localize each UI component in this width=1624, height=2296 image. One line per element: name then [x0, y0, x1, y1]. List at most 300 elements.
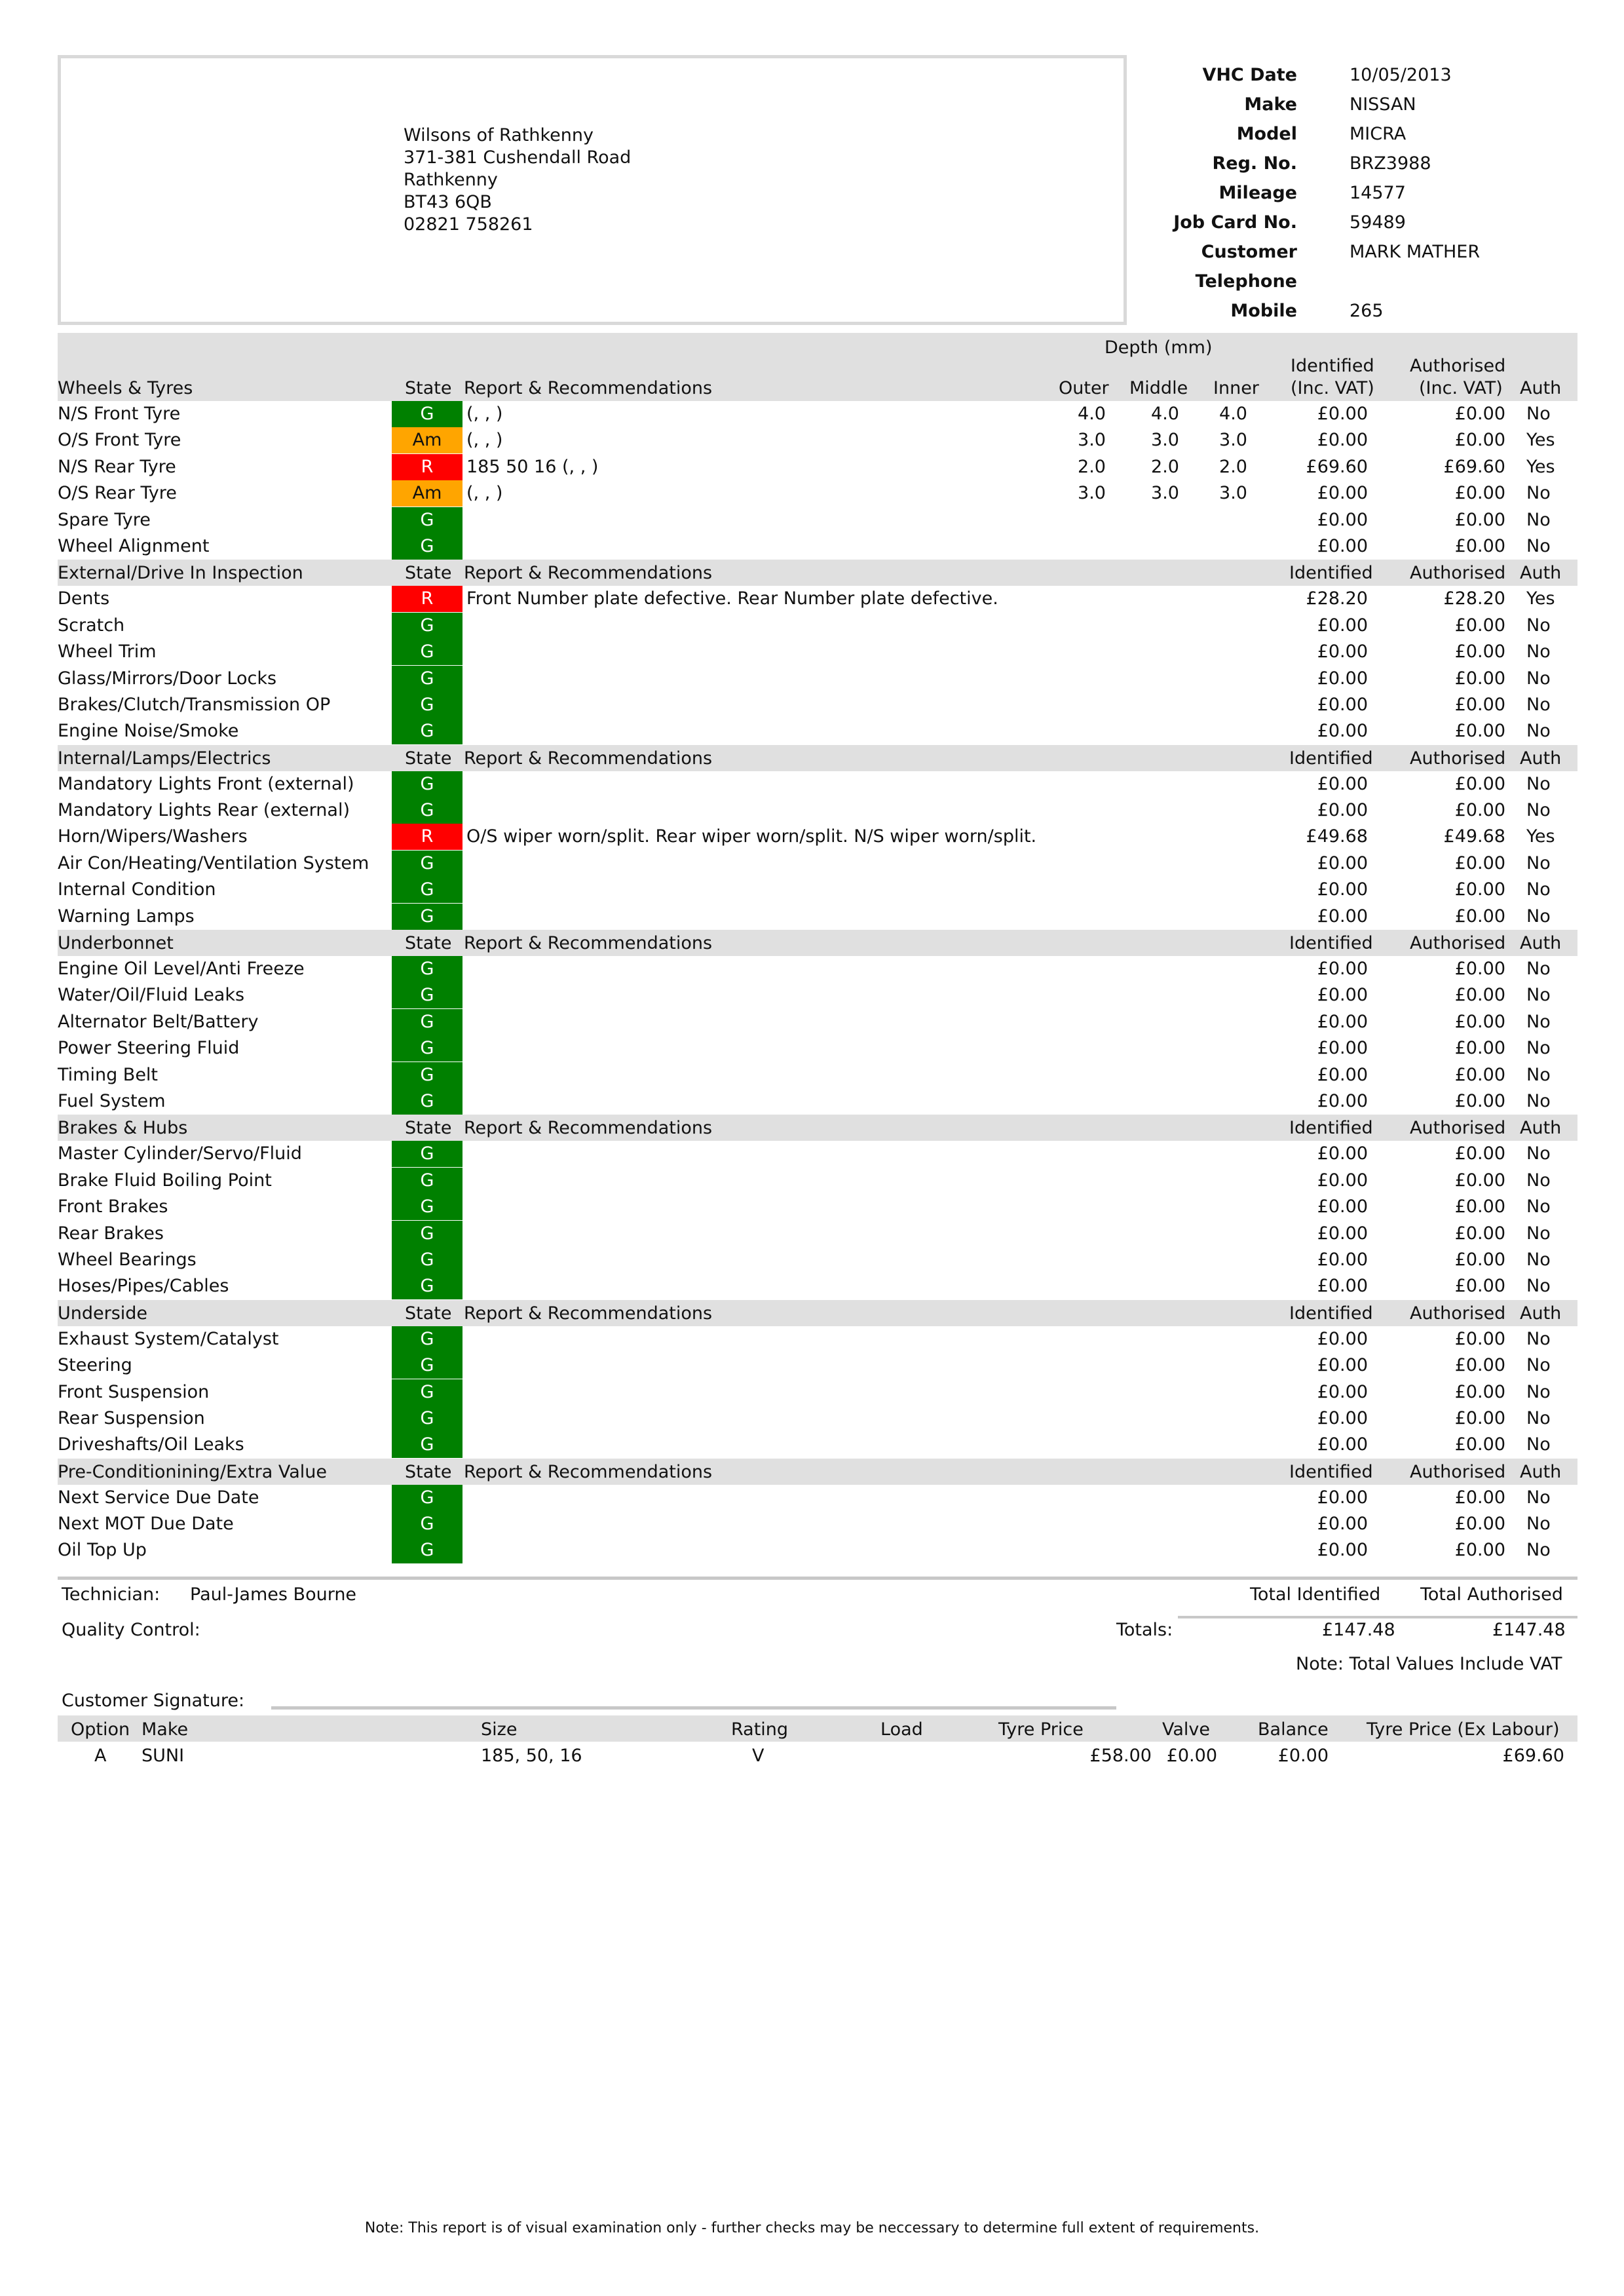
item-name: Wheel Bearings	[58, 1249, 197, 1270]
item-name: Brakes/Clutch/Transmission OP	[58, 694, 331, 715]
identified-value: £0.00	[1317, 1355, 1368, 1376]
authorised-value: £0.00	[1454, 1196, 1505, 1217]
col-identified-header: Identified	[1289, 563, 1373, 584]
state-badge: G	[392, 1379, 463, 1406]
state-badge: G	[392, 771, 463, 797]
item-name: Warning Lamps	[58, 906, 195, 927]
inspection-row	[58, 1221, 1577, 1247]
col-authorised-header: Authorised	[1410, 1461, 1506, 1482]
state-badge: G	[392, 982, 463, 1008]
item-name: N/S Front Tyre	[58, 404, 181, 424]
report-footer	[58, 1577, 1577, 1714]
section-header	[58, 1300, 1577, 1326]
auth-value: No	[1526, 483, 1551, 504]
inspection-row	[58, 454, 1577, 480]
identified-value: £0.00	[1317, 1090, 1368, 1111]
authorised-value: £0.00	[1454, 668, 1505, 689]
col-identified-header: Identified	[1291, 356, 1374, 376]
identified-value: £0.00	[1317, 906, 1368, 927]
authorised-value: £0.00	[1454, 1090, 1505, 1111]
auth-value: No	[1526, 1223, 1551, 1244]
col-depth-header: Depth (mm)	[1105, 337, 1213, 358]
technician-label: Technician:	[62, 1584, 161, 1605]
identified-value: £0.00	[1317, 1487, 1368, 1508]
col-authorised-header: Authorised	[1410, 1118, 1506, 1139]
state-badge: G	[392, 1194, 463, 1220]
col-report-header: Report & Recommendations	[464, 933, 713, 954]
tyre-col-rating: Rating	[731, 1719, 789, 1740]
state-badge: Am	[392, 480, 463, 507]
tyre-col-load: Load	[880, 1719, 923, 1740]
col-report-header: Report & Recommendations	[464, 1461, 713, 1482]
inspection-row	[58, 692, 1577, 718]
auth-value: No	[1526, 773, 1551, 794]
identified-value: £0.00	[1317, 852, 1368, 873]
item-report: 185 50 16 (, , )	[466, 456, 599, 477]
col-report-header: Report & Recommendations	[464, 748, 713, 769]
state-badge: G	[392, 1168, 463, 1194]
section-header	[58, 745, 1577, 771]
customer-signature-label: Customer Signature:	[62, 1691, 245, 1711]
col-middle-header: Middle	[1129, 378, 1188, 398]
depth-middle: 4.0	[1151, 404, 1179, 424]
inspection-row	[58, 427, 1577, 453]
authorised-value: £0.00	[1454, 773, 1505, 794]
state-badge: G	[392, 1485, 463, 1511]
inspection-row	[58, 904, 1577, 930]
state-badge: R	[392, 586, 463, 612]
identified-value: £0.00	[1317, 1407, 1368, 1428]
depth-outer: 2.0	[1078, 456, 1106, 477]
authorised-value: £0.00	[1454, 694, 1505, 715]
auth-value: No	[1526, 800, 1551, 821]
vat-note: Note: Total Values Include VAT	[1296, 1654, 1562, 1674]
depth-outer: 3.0	[1078, 483, 1106, 504]
auth-value: No	[1526, 668, 1551, 689]
col-state-header: State	[405, 748, 452, 769]
tyre-option-balance: £0.00	[1277, 1746, 1329, 1766]
vehicle-info-value: 14577	[1350, 183, 1406, 203]
state-badge: G	[392, 507, 463, 533]
auth-value: No	[1526, 535, 1551, 556]
item-name: Spare Tyre	[58, 509, 151, 530]
col-authorised-header: Authorised	[1410, 563, 1506, 584]
section-header	[58, 333, 1577, 401]
auth-value: No	[1526, 852, 1551, 873]
inspection-row	[58, 639, 1577, 665]
auth-value: No	[1526, 404, 1551, 424]
authorised-value: £0.00	[1454, 1540, 1505, 1561]
authorised-value: £0.00	[1454, 1381, 1505, 1402]
item-name: Air Con/Heating/Ventilation System	[58, 852, 369, 873]
state-badge: G	[392, 1273, 463, 1299]
authorised-value: £0.00	[1454, 509, 1505, 530]
authorised-value: £0.00	[1454, 906, 1505, 927]
inspection-row	[58, 956, 1577, 982]
tyre-col-make: Make	[142, 1719, 189, 1740]
item-name: Glass/Mirrors/Door Locks	[58, 668, 277, 689]
vehicle-info-label: Mobile	[1230, 301, 1297, 321]
tyre-options-table	[58, 1715, 1577, 1768]
inspection-row	[58, 1432, 1577, 1458]
report-table	[58, 333, 1577, 1564]
inspection-row	[58, 1352, 1577, 1379]
auth-value: No	[1526, 694, 1551, 715]
item-name: Wheel Alignment	[58, 535, 210, 556]
col-report-header: Report & Recommendations	[464, 563, 713, 584]
section-title: Wheels & Tyres	[58, 378, 193, 398]
auth-value: No	[1526, 1381, 1551, 1402]
section-title: Internal/Lamps/Electrics	[58, 748, 271, 769]
item-report: O/S wiper worn/split. Rear wiper worn/split. N/S wiper worn/split.	[466, 826, 1037, 847]
auth-value: No	[1526, 906, 1551, 927]
inspection-row	[58, 771, 1577, 797]
state-badge: G	[392, 1326, 463, 1352]
disclaimer-note: Note: This report is of visual examination only - further checks may be neccessary to determine full extent of requirements.	[364, 2220, 1260, 2236]
inspection-row	[58, 1406, 1577, 1432]
tyre-option-make: SUNI	[142, 1746, 185, 1766]
authorised-value: £0.00	[1454, 535, 1505, 556]
state-badge: Am	[392, 427, 463, 453]
item-name: Scratch	[58, 615, 125, 636]
item-name: O/S Rear Tyre	[58, 483, 177, 504]
auth-value: Yes	[1526, 456, 1555, 477]
identified-value: £69.60	[1306, 456, 1368, 477]
state-badge: G	[392, 956, 463, 982]
identified-value: £0.00	[1317, 1011, 1368, 1032]
item-report: (, , )	[466, 430, 503, 451]
state-badge: G	[392, 904, 463, 930]
auth-value: No	[1526, 1196, 1551, 1217]
col-state-header: State	[405, 1118, 452, 1139]
state-badge: G	[392, 1062, 463, 1088]
item-name: Mandatory Lights Rear (external)	[58, 800, 350, 821]
inspection-row	[58, 480, 1577, 507]
identified-value: £0.00	[1317, 1196, 1368, 1217]
vehicle-info-value: 59489	[1350, 212, 1406, 233]
authorised-value: £0.00	[1454, 615, 1505, 636]
vehicle-info-label: Model	[1236, 124, 1297, 144]
inspection-row	[58, 824, 1577, 850]
tyre-option-price: £58.00	[1089, 1746, 1152, 1766]
auth-value: No	[1526, 1064, 1551, 1085]
item-name: Next MOT Due Date	[58, 1514, 234, 1535]
authorised-value: £0.00	[1454, 1434, 1505, 1455]
col-state-header: State	[405, 563, 452, 584]
authorised-value: £0.00	[1454, 1064, 1505, 1085]
authorised-value: £0.00	[1454, 641, 1505, 662]
authorised-value: £0.00	[1454, 879, 1505, 900]
item-name: Brake Fluid Boiling Point	[58, 1170, 272, 1191]
item-name: Next Service Due Date	[58, 1487, 259, 1508]
auth-value: No	[1526, 641, 1551, 662]
col-auth-header: Auth	[1520, 1118, 1562, 1139]
item-name: Power Steering Fluid	[58, 1038, 240, 1059]
col-identified-header: Identified	[1289, 933, 1373, 954]
item-report: (, , )	[466, 404, 503, 424]
authorised-value: £0.00	[1454, 1038, 1505, 1059]
authorised-value: £0.00	[1454, 483, 1505, 504]
tyre-col-size: Size	[481, 1719, 518, 1740]
col-authorised-header: Authorised	[1410, 356, 1506, 376]
col-identified-header: Identified	[1289, 1118, 1373, 1139]
totals-label: Totals:	[1116, 1620, 1173, 1640]
inspection-row	[58, 1194, 1577, 1220]
authorised-value: £0.00	[1454, 1276, 1505, 1297]
tyre-option-size: 185, 50, 16	[481, 1746, 582, 1766]
identified-value: £0.00	[1317, 1249, 1368, 1270]
section-title: Underside	[58, 1303, 148, 1324]
state-badge: G	[392, 718, 463, 744]
dealer-address	[404, 124, 631, 236]
identified-value: £0.00	[1317, 1276, 1368, 1297]
identified-value: £0.00	[1317, 1434, 1368, 1455]
state-badge: G	[392, 1221, 463, 1247]
inspection-row	[58, 1168, 1577, 1194]
state-badge: G	[392, 851, 463, 877]
tyre-option-row	[58, 1742, 1577, 1768]
col-auth-header: Auth	[1520, 1303, 1562, 1324]
depth-inner: 3.0	[1219, 430, 1247, 451]
state-badge: G	[392, 1141, 463, 1167]
item-name: Rear Suspension	[58, 1407, 205, 1428]
inspection-row	[58, 982, 1577, 1008]
authorised-value: £0.00	[1454, 1223, 1505, 1244]
total-authorised-value: £147.48	[1492, 1620, 1566, 1640]
total-authorised-label: Total Authorised	[1420, 1584, 1563, 1605]
section-title: Pre-Conditionining/Extra Value	[58, 1461, 327, 1482]
identified-value: £0.00	[1317, 404, 1368, 424]
vehicle-info-label: VHC Date	[1202, 65, 1297, 85]
vehicle-info-label: Make	[1244, 94, 1297, 115]
state-badge: G	[392, 877, 463, 903]
section-title: External/Drive In Inspection	[58, 563, 303, 584]
item-name: Driveshafts/Oil Leaks	[58, 1434, 244, 1455]
authorised-value: £0.00	[1454, 1407, 1505, 1428]
authorised-value: £69.60	[1443, 456, 1505, 477]
tyre-col-valve: Valve	[1162, 1719, 1211, 1740]
inspection-row	[58, 586, 1577, 612]
identified-value: £0.00	[1317, 721, 1368, 742]
dealer-postcode: BT43 6QB	[404, 192, 492, 212]
state-badge: G	[392, 401, 463, 427]
footer-divider	[58, 1577, 1577, 1580]
tyre-option-rating: V	[752, 1746, 765, 1766]
authorised-value: £0.00	[1454, 430, 1505, 451]
item-name: Engine Noise/Smoke	[58, 721, 239, 742]
identified-value: £0.00	[1317, 959, 1368, 980]
item-name: Mandatory Lights Front (external)	[58, 773, 354, 794]
state-badge: G	[392, 1537, 463, 1563]
authorised-value: £0.00	[1454, 852, 1505, 873]
authorised-value: £49.68	[1443, 826, 1505, 847]
identified-value: £0.00	[1317, 615, 1368, 636]
identified-value: £49.68	[1306, 826, 1368, 847]
total-identified-value: £147.48	[1322, 1620, 1395, 1640]
auth-value: No	[1526, 509, 1551, 530]
col-inner-header: Inner	[1213, 378, 1259, 398]
identified-value: £0.00	[1317, 694, 1368, 715]
auth-value: No	[1526, 721, 1551, 742]
col-identified-header: Identified	[1289, 748, 1373, 769]
item-name: Hoses/Pipes/Cables	[58, 1276, 229, 1297]
tyre-options-header	[58, 1715, 1577, 1742]
auth-value: No	[1526, 1514, 1551, 1535]
inspection-row	[58, 1485, 1577, 1511]
item-report: (, , )	[466, 483, 503, 504]
auth-value: No	[1526, 1143, 1551, 1164]
inspection-row	[58, 1537, 1577, 1563]
authorised-value: £0.00	[1454, 1170, 1505, 1191]
inspection-row	[58, 851, 1577, 877]
col-authorised-header: Authorised	[1410, 933, 1506, 954]
item-name: Wheel Trim	[58, 641, 157, 662]
auth-value: No	[1526, 1011, 1551, 1032]
auth-value: Yes	[1526, 588, 1555, 609]
vehicle-info-value: 265	[1350, 301, 1384, 321]
inspection-row	[58, 1141, 1577, 1167]
tyre-option-ex-labour: £69.60	[1502, 1746, 1564, 1766]
totals-line	[1178, 1616, 1577, 1618]
state-badge: G	[392, 639, 463, 665]
technician-name: Paul-James Bourne	[190, 1584, 357, 1605]
vehicle-info-value: MARK MATHER	[1350, 242, 1481, 262]
identified-value: £0.00	[1317, 1540, 1368, 1561]
section-header	[58, 1115, 1577, 1141]
col-auth-header: Auth	[1520, 563, 1562, 584]
state-badge: G	[392, 1009, 463, 1035]
item-name: O/S Front Tyre	[58, 430, 181, 451]
item-name: Timing Belt	[58, 1064, 159, 1085]
inspection-row	[58, 877, 1577, 903]
state-badge: R	[392, 454, 463, 480]
auth-value: No	[1526, 1170, 1551, 1191]
depth-inner: 4.0	[1219, 404, 1247, 424]
col-authorised-header: Authorised	[1410, 1303, 1506, 1324]
inspection-row	[58, 1273, 1577, 1299]
authorised-value: £0.00	[1454, 1514, 1505, 1535]
col-authorised-header: Authorised	[1410, 748, 1506, 769]
inspection-row	[58, 1247, 1577, 1273]
authorised-value: £0.00	[1454, 959, 1505, 980]
vehicle-info-label: Telephone	[1195, 271, 1297, 292]
auth-value: No	[1526, 1328, 1551, 1349]
col-outer-header: Outer	[1059, 378, 1109, 398]
section-title: Brakes & Hubs	[58, 1118, 188, 1139]
item-name: Water/Oil/Fluid Leaks	[58, 985, 245, 1006]
item-name: Fuel System	[58, 1090, 166, 1111]
depth-outer: 4.0	[1078, 404, 1106, 424]
section-header	[58, 560, 1577, 586]
inspection-row	[58, 718, 1577, 744]
auth-value: No	[1526, 959, 1551, 980]
depth-inner: 3.0	[1219, 483, 1247, 504]
inspection-row	[58, 533, 1577, 560]
tyre-col-ex-labour: Tyre Price (Ex Labour)	[1367, 1719, 1560, 1740]
col-authorised-sub: (Inc. VAT)	[1419, 378, 1503, 398]
depth-middle: 3.0	[1151, 430, 1179, 451]
item-name: Front Suspension	[58, 1381, 210, 1402]
tyre-option-valve: £0.00	[1166, 1746, 1217, 1766]
vehicle-info-value: MICRA	[1350, 124, 1407, 144]
inspection-row	[58, 613, 1577, 639]
auth-value: No	[1526, 1090, 1551, 1111]
inspection-row	[58, 1326, 1577, 1352]
vehicle-info-label: Mileage	[1218, 183, 1297, 203]
item-name: Internal Condition	[58, 879, 216, 900]
identified-value: £0.00	[1317, 800, 1368, 821]
inspection-row	[58, 666, 1577, 692]
inspection-row	[58, 1062, 1577, 1088]
col-identified-header: Identified	[1289, 1303, 1373, 1324]
tyre-option-letter: A	[94, 1746, 107, 1766]
col-auth-header: Auth	[1520, 748, 1562, 769]
col-report-header: Report & Recommendations	[464, 1303, 713, 1324]
state-badge: G	[392, 1088, 463, 1115]
item-name: Dents	[58, 588, 110, 609]
section-header	[58, 930, 1577, 956]
vehicle-info-label: Customer	[1201, 242, 1297, 262]
col-report-header: Report & Recommendations	[464, 1118, 713, 1139]
vehicle-info-value: NISSAN	[1350, 94, 1416, 115]
inspection-row	[58, 507, 1577, 533]
authorised-value: £0.00	[1454, 1355, 1505, 1376]
item-name: Engine Oil Level/Anti Freeze	[58, 959, 305, 980]
identified-value: £0.00	[1317, 509, 1368, 530]
state-badge: G	[392, 613, 463, 639]
inspection-row	[58, 1379, 1577, 1406]
identified-value: £0.00	[1317, 483, 1368, 504]
state-badge: G	[392, 1352, 463, 1379]
identified-value: £0.00	[1317, 1381, 1368, 1402]
dealer-town: Rathkenny	[404, 170, 498, 190]
state-badge: R	[392, 824, 463, 850]
authorised-value: £0.00	[1454, 985, 1505, 1006]
col-auth-header: Auth	[1520, 933, 1562, 954]
item-name: Steering	[58, 1355, 132, 1376]
col-auth-header: Auth	[1520, 378, 1562, 398]
depth-middle: 2.0	[1151, 456, 1179, 477]
inspection-row	[58, 797, 1577, 824]
state-badge: G	[392, 533, 463, 560]
auth-value: No	[1526, 1276, 1551, 1297]
item-name: Oil Top Up	[58, 1540, 147, 1561]
vehicle-info-value: 10/05/2013	[1350, 65, 1452, 85]
vehicle-info-label: Job Card No.	[1173, 212, 1297, 233]
auth-value: No	[1526, 1540, 1551, 1561]
col-identified-header: Identified	[1289, 1461, 1373, 1482]
item-name: Exhaust System/Catalyst	[58, 1328, 279, 1349]
identified-value: £0.00	[1317, 773, 1368, 794]
auth-value: No	[1526, 1487, 1551, 1508]
quality-control-label: Quality Control:	[62, 1620, 200, 1640]
state-badge: G	[392, 1035, 463, 1062]
state-badge: G	[392, 666, 463, 692]
inspection-row	[58, 1088, 1577, 1115]
item-name: Front Brakes	[58, 1196, 168, 1217]
signature-line	[271, 1706, 1116, 1710]
identified-value: £28.20	[1306, 588, 1368, 609]
item-name: Master Cylinder/Servo/Fluid	[58, 1143, 302, 1164]
item-name: Horn/Wipers/Washers	[58, 826, 248, 847]
identified-value: £0.00	[1317, 668, 1368, 689]
authorised-value: £0.00	[1454, 800, 1505, 821]
inspection-row	[58, 1511, 1577, 1537]
auth-value: No	[1526, 1038, 1551, 1059]
auth-value: No	[1526, 1407, 1551, 1428]
identified-value: £0.00	[1317, 879, 1368, 900]
identified-value: £0.00	[1317, 535, 1368, 556]
